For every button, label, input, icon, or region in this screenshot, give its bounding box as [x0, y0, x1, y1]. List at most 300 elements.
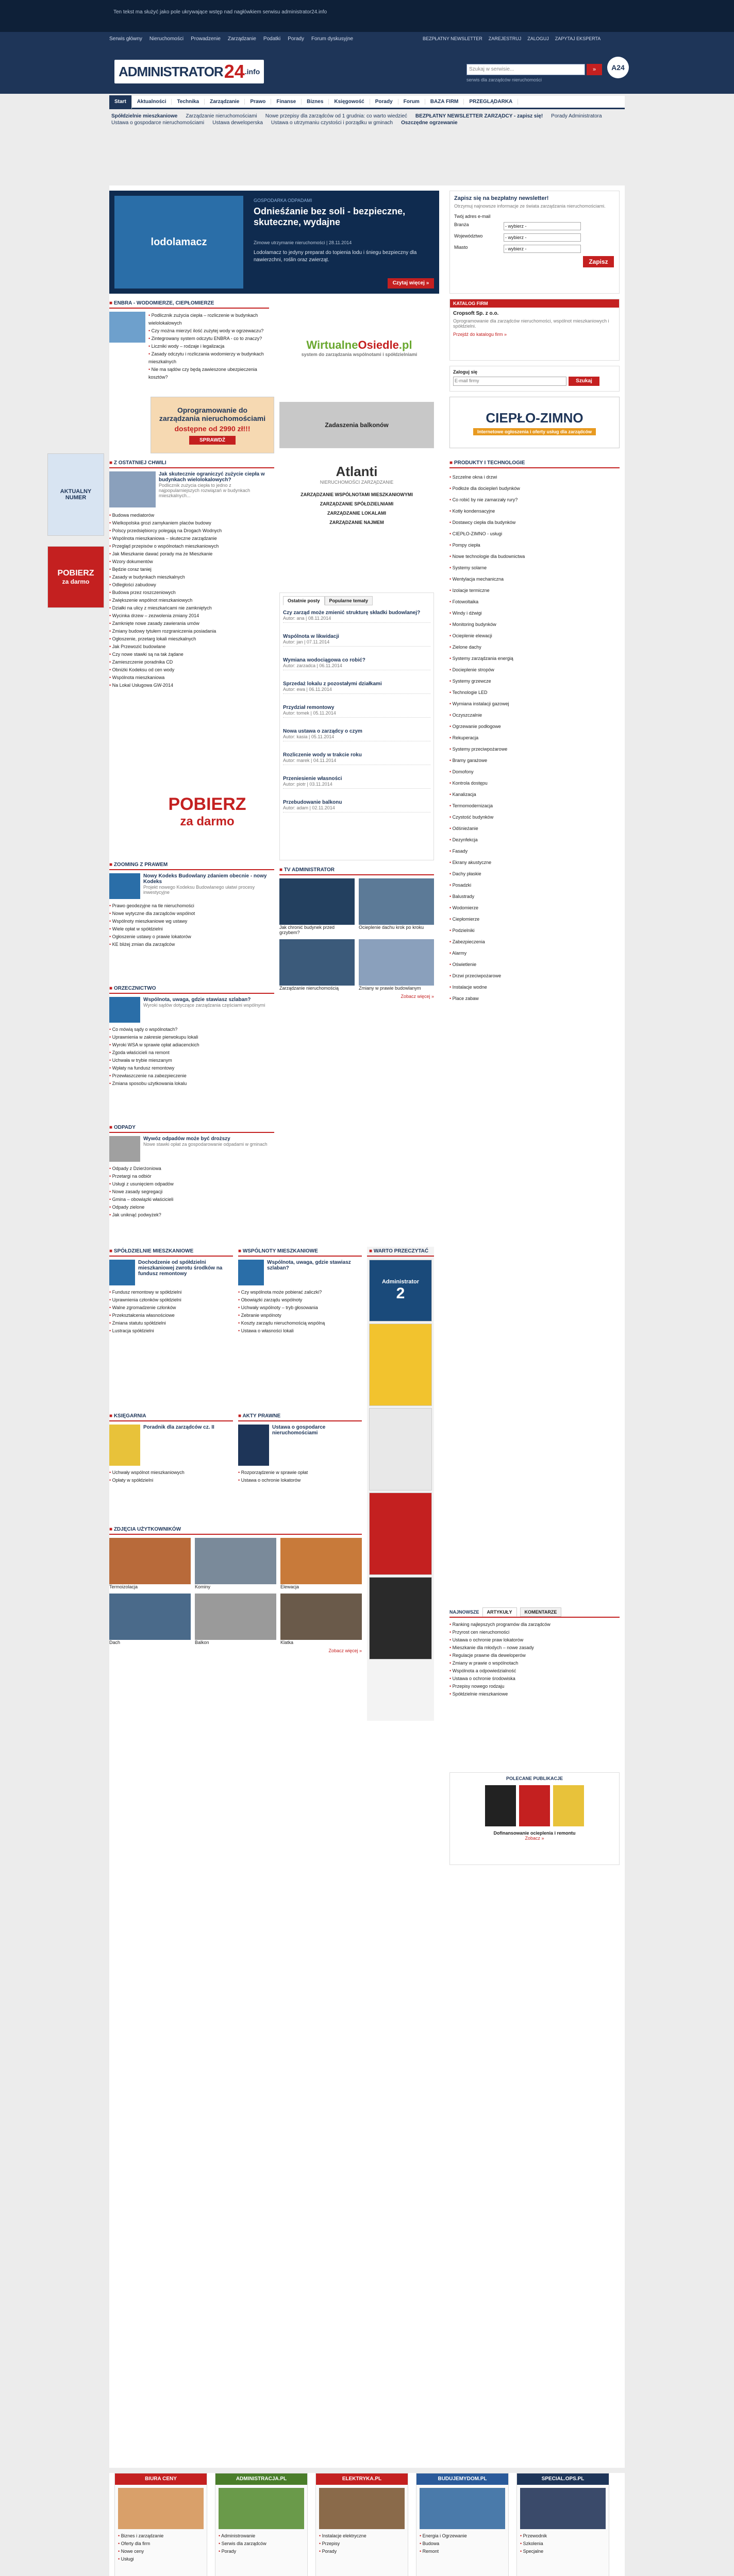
footer-partner-col [215, 2473, 308, 2576]
top-note: Ten tekst ma służyć jako pole ukrywające wstęp nad nagłówkiem serwisu administrator24.info [113, 9, 327, 15]
product-link[interactable]: • Izolacje termiczne [449, 585, 620, 596]
search-input[interactable]: Szukaj w serwisie... [466, 64, 585, 75]
partner-name[interactable]: Cropsoft Sp. z o.o. [453, 311, 499, 316]
waste-link[interactable]: • Gmina – obowiązki właścicieli [109, 1196, 274, 1204]
legal-act-image[interactable] [238, 1425, 269, 1466]
product-link[interactable]: • Rekuperacja [449, 732, 620, 743]
user-photo-caption: Kominy [195, 1584, 211, 1589]
top-nav-item[interactable]: Forum dyskusyjne [311, 36, 354, 42]
publication-cover[interactable] [519, 1785, 550, 1826]
legal-act-title[interactable]: Ustawa o gospodarce nieruchomościami [272, 1425, 326, 1436]
balkon-ad[interactable] [279, 402, 434, 448]
tv-video-thumb[interactable] [279, 939, 355, 986]
top-nav-item[interactable]: Nieruchomości [149, 36, 184, 42]
latest-link[interactable]: • Czy nowe stawki są na tak żądane [109, 651, 274, 658]
product-link[interactable]: • Ciepłomierze [449, 913, 620, 925]
publication-more[interactable]: Zobacz » [525, 1836, 544, 1841]
product-link[interactable]: • Wodomierze [449, 902, 620, 913]
footer-col-link[interactable]: • Budowa [420, 2540, 505, 2548]
case-law-link[interactable]: • Uprawnienia w zakresie pierwokupu lokali [109, 1033, 274, 1041]
communities-link[interactable]: • Uchwały wspólnoty – tryb głosowania [238, 1304, 362, 1312]
menu-item[interactable]: Start [109, 95, 132, 109]
product-link[interactable]: • Co robić by nie zamarzały rury? [449, 494, 620, 505]
forum-post-date: 06.11.2014 [319, 663, 342, 668]
law-link[interactable]: • Ogłoszenie ustawy o prawie lokatorów [109, 933, 274, 941]
product-link[interactable]: • Dachy płaskie [449, 868, 620, 879]
forum-tab[interactable]: Popularne tematy [325, 596, 373, 605]
law-link[interactable]: • Nowe wytyczne dla zarządców wspólnot [109, 910, 274, 918]
menu-item[interactable]: Forum [398, 99, 425, 105]
book-title[interactable]: Poradnik dla zarządców cz. II [143, 1425, 214, 1430]
waste-link[interactable]: • Nowe zasady segregacji [109, 1188, 274, 1196]
enbra-link[interactable]: • Czy można mierzyć ilość zużytej wody w ogrzewaczu? [148, 327, 267, 335]
menu-item[interactable]: BAZA FIRM [425, 99, 464, 105]
submenu-link[interactable]: Ustawa o utrzymaniu czystości i porządku w gminach [271, 120, 393, 126]
latest-link[interactable]: • Wielkopolska grozi zamykaniem placów budowy [109, 519, 274, 527]
menu-item[interactable]: Finanse [271, 99, 302, 105]
featured-meta: Zimowe utrzymanie nieruchomości | 28.11.2014 [254, 240, 352, 245]
user-photos-title: ■ ZDJĘCIA UŻYTKOWNIKÓW [109, 1525, 362, 1535]
submenu-link[interactable]: Ustawa o gospodarce nieruchomościami [111, 120, 205, 126]
law-link[interactable]: • KE bliżej zmian dla zarządców [109, 941, 274, 948]
footer-col-head[interactable]: BUDUJEMYDOM.PL [416, 2473, 508, 2485]
submenu-link[interactable]: Ustawa deweloperska [212, 120, 263, 126]
download-free-banner[interactable] [140, 778, 274, 845]
worth-reading-box [367, 1247, 434, 1721]
ask-expert-link[interactable]: ZAPYTAJ EKSPERTA [555, 36, 601, 41]
footer-col-link[interactable]: • Nowe ceny [118, 2548, 204, 2555]
menu-item[interactable]: Księgowość [329, 99, 370, 105]
menu-item[interactable]: Porady [370, 99, 398, 105]
footer-col-link[interactable]: • Biznes i zarządzanie [118, 2532, 204, 2540]
product-link[interactable]: • Bramy garażowe [449, 755, 620, 766]
product-link[interactable]: • Wentylacja mechaniczna [449, 573, 620, 585]
menu-item[interactable]: PRZEGLĄDARKA [464, 99, 518, 105]
waste-link[interactable]: • Przetargi na odbiór [109, 1173, 274, 1180]
product-link[interactable]: • Docieplenie stropów [449, 664, 620, 675]
product-link[interactable]: • Systemy zarządzania energią [449, 653, 620, 664]
product-link[interactable]: • Dezynfekcja [449, 834, 620, 845]
latest-link[interactable]: • Na Lokal Usługowa GW-2014 [109, 682, 274, 689]
ad-brand-part: Wirtualne [306, 338, 358, 351]
tv-video-thumb[interactable] [359, 939, 434, 986]
product-link[interactable]: • Technologie LED [449, 687, 620, 698]
current-issue-widget[interactable] [47, 453, 104, 536]
balkon-text: Zadaszenia balkonów [325, 421, 389, 429]
download-banner-sub: za darmo [180, 814, 235, 828]
user-photo[interactable] [109, 1538, 191, 1584]
user-photos-more[interactable]: Zobacz więcej » [328, 1648, 362, 1653]
footer-col-link[interactable]: • Porady [219, 2548, 304, 2555]
forum-post[interactable]: Wymiana wodociągowa co robić? Autor: zarzadca | 06.11.2014 [283, 656, 430, 670]
forum-post-title[interactable]: Sprzedaż lokalu z pozostałymi działkami [283, 681, 382, 687]
submenu-link[interactable]: Porady Administratora [551, 113, 602, 119]
forum-post-title[interactable]: Czy zarząd może zmienić strukturę składki budowlanej? [283, 610, 421, 616]
communities-box [238, 1247, 362, 1401]
forum-post[interactable]: Czy zarząd może zmienić strukturę składki budowlanej? Autor: ana | 08.11.2014 [283, 608, 430, 623]
case-law-link[interactable]: • Co mówią sądy o wspólnotach? [109, 1026, 274, 1033]
tv-video-title[interactable]: Zarządzanie nieruchomością [279, 986, 339, 991]
worth-reading-title: ■ WARTO PRZECZYTAĆ [367, 1247, 434, 1257]
footer-col-link[interactable]: • Serwis dla zarządców [219, 2540, 304, 2548]
footer-col-head[interactable]: BIURA CENY [115, 2473, 207, 2485]
newest-link[interactable]: • Ranking najlepszych programów dla zarządców [449, 1621, 620, 1629]
menu-item[interactable]: Technika [172, 99, 205, 105]
footer-col-link[interactable]: • Szkolenia [520, 2540, 606, 2548]
region-select[interactable]: - wybierz - [504, 233, 581, 242]
top-nav-item[interactable]: Serwis główny [109, 36, 142, 42]
user-photo[interactable] [280, 1538, 362, 1584]
waste-link[interactable]: • Jak uniknąć podwyżek? [109, 1211, 274, 1219]
atlanti-service: ZARZĄDZANIE WSPÓLNOTAMI MIESZKANIOWYMI [301, 492, 413, 497]
newsletter-submit-button[interactable]: Zapisz [583, 256, 614, 267]
product-link[interactable]: • Windy i dźwigi [449, 607, 620, 619]
latest-link[interactable]: • Zamknięte nowe zasady zawierania umów [109, 620, 274, 628]
product-link[interactable]: • Instalacje wodne [449, 981, 620, 993]
latest-link[interactable]: • Odległości zabudowy [109, 581, 274, 589]
latest-link[interactable]: • Budowa mediatorów [109, 512, 274, 519]
cooperatives-link[interactable]: • Zmiana statutu spółdzielni [109, 1319, 233, 1327]
company-email-input[interactable]: E-mail firmy [453, 377, 566, 386]
forum-post[interactable]: Przeniesienie własności Autor: piotr | 03.11.2014 [283, 774, 430, 789]
footer-col-link[interactable]: • Przewodnik [520, 2532, 606, 2540]
software-ad-button[interactable]: SPRAWDŹ [189, 436, 236, 445]
logo-tagline: serwis dla zarządców nieruchomości [466, 77, 542, 82]
top-nav-item[interactable]: Prowadzenie [191, 36, 221, 42]
communities-lead[interactable]: Wspólnota, uwaga, gdzie stawiasz szlaban? [267, 1260, 351, 1271]
product-link[interactable]: • Czystość budynków [449, 811, 620, 823]
newest-link[interactable]: • Mieszkanie dla młodych – nowe zasady [449, 1644, 620, 1652]
featured-article[interactable] [109, 191, 439, 294]
download-label: POBIERZ [57, 569, 94, 578]
product-link[interactable]: • Balustrady [449, 891, 620, 902]
waste-link[interactable]: • Odpady z Dzierżoniowa [109, 1165, 274, 1173]
footer-col-image[interactable] [520, 2488, 606, 2529]
submenu-link[interactable]: Nowe przepisy dla zarządców od 1 grudnia: co warto wiedzieć [265, 113, 407, 119]
forum-post[interactable]: Przydział remontowy Autor: tomek | 05.11.2014 [283, 703, 430, 718]
product-link[interactable]: • Pompy ciepła [449, 539, 620, 551]
newest-link[interactable]: • Wspólnota a odpowiedzialność [449, 1667, 620, 1675]
software-ad[interactable] [151, 397, 274, 453]
tv-video-title[interactable]: Zmiany w prawie budowlanym [359, 986, 421, 991]
content-wrap [57, 185, 625, 2468]
product-link[interactable]: • Ogrzewanie podłogowe [449, 721, 620, 732]
magazine-cover[interactable] [369, 1260, 432, 1321]
newest-link[interactable]: • Przepisy nowego rodzaju [449, 1683, 620, 1690]
enbra-link[interactable]: • Zasady odczytu i rozliczania wodomierzy w budynkach mieszkalnych [148, 350, 267, 366]
newest-link[interactable]: • Spółdzielnie mieszkaniowe [449, 1690, 620, 1698]
user-photo[interactable] [195, 1538, 276, 1584]
forum-post-title[interactable]: Rozliczenie wody w trakcie roku [283, 752, 362, 758]
newsletter-link[interactable]: BEZPŁATNY NEWSLETTER [423, 36, 482, 41]
case-law-link[interactable]: • Wyroki WSA w sprawie opłat adiacenckich [109, 1041, 274, 1049]
cooperatives-link[interactable]: • Przekształcenia własnościowe [109, 1312, 233, 1319]
product-link[interactable]: • Zabezpieczenia [449, 936, 620, 947]
menu-item[interactable]: Prawo [245, 99, 271, 105]
product-link[interactable]: • Szczelne okna i drzwi [449, 471, 620, 483]
tv-video-title[interactable]: Jak chronić budynek przed grzybem? [279, 925, 335, 935]
footer-col-link[interactable]: • Usługi [118, 2555, 204, 2563]
product-link[interactable]: • Monitoring budynków [449, 619, 620, 630]
communities-link[interactable]: • Czy wspólnota może pobierać zaliczki? [238, 1289, 362, 1296]
newsletter-title: Zapisz się na bezpłatny newsletter! [454, 195, 549, 201]
forum-post[interactable]: Rozliczenie wody w trakcie roku Autor: marek | 04.11.2014 [283, 751, 430, 765]
latest-link[interactable]: • Zamieszczenie poradnika CD [109, 658, 274, 666]
communities-link[interactable]: • Zebranie wspólnoty [238, 1312, 362, 1319]
forum-post-author: Autor: jan [283, 639, 303, 645]
footer-col-link[interactable]: • Remont [420, 2548, 505, 2555]
login-search-button[interactable]: Szukaj [569, 377, 599, 386]
newest-link[interactable]: • Zmiany w prawie o wspólnotach [449, 1659, 620, 1667]
featured-title[interactable]: Odnieśźanie bez soli - bezpieczne, skuteczne, wydajne [254, 206, 406, 227]
latest-lead-image [109, 471, 156, 507]
industry-select[interactable]: - wybierz - [504, 222, 581, 230]
product-link[interactable]: • Podłoże dla dociepleń budynków [449, 483, 620, 494]
law-link[interactable]: • Prawo geodezyjne na tle nieruchomości [109, 902, 274, 910]
latest-link[interactable]: • Jak Mieszkanie dawać porady ma że Mieszkanie [109, 550, 274, 558]
cooperatives-box [109, 1247, 233, 1401]
product-link[interactable]: • Domofony [449, 766, 620, 777]
latest-link[interactable]: • Zmiany budowy tytułem rozgraniczenia posiadania [109, 628, 274, 635]
product-link[interactable]: • Dostawcy ciepła dla budynków [449, 517, 620, 528]
newest-link[interactable]: • Przyrost cen nieruchomości [449, 1629, 620, 1636]
cieplo-sub: Internetowe ogłoszenia i oferty usług dla zarządców [473, 428, 596, 435]
forum-post-author: Autor: adam [283, 805, 309, 810]
menu-item[interactable]: Biznes [302, 99, 329, 105]
law-link[interactable]: • Wspólnoty mieszkaniowe wg ustawy [109, 918, 274, 925]
footer-col-link[interactable]: • Administrowanie [219, 2532, 304, 2540]
atlanti-ad[interactable] [279, 459, 434, 582]
forum-post[interactable]: Przebudowanie balkonu Autor: adam | 02.11.2014 [283, 798, 430, 812]
magazine-cover[interactable] [369, 1493, 432, 1575]
user-photo[interactable] [280, 1594, 362, 1640]
latest-link[interactable]: • Jak Przewozić budowlane [109, 643, 274, 651]
product-link[interactable]: • Systemy przeciwpożarowe [449, 743, 620, 755]
cieplo-zimno-ad[interactable] [449, 397, 620, 448]
book-cover[interactable] [109, 1425, 140, 1466]
forum-post[interactable]: Nowa ustawa o zarządcy o czym Autor: kasia | 05.11.2014 [283, 727, 430, 741]
newest-tab[interactable]: KOMENTARZE [520, 1607, 562, 1617]
forum-post-title[interactable]: Wspólnota w likwidacji [283, 634, 339, 639]
magazine-cover[interactable] [369, 1408, 432, 1490]
forum-post-title[interactable]: Nowa ustawa o zarządcy o czym [283, 728, 362, 734]
product-link[interactable]: • Posadzki [449, 879, 620, 891]
publication-name[interactable]: Dofinansowanie ocieplenia i remontu [493, 1831, 576, 1836]
latest-link[interactable]: • Wzory dokumentów [109, 558, 274, 566]
submenu-link[interactable]: Spółdzielnie mieszkaniowe [111, 113, 178, 119]
magazine-cover[interactable] [369, 1324, 432, 1406]
top-nav-item[interactable]: Porady [288, 36, 304, 42]
product-link[interactable]: • Podzielniki [449, 925, 620, 936]
forum-post-title[interactable]: Przeniesienie własności [283, 776, 342, 782]
legal-act-link[interactable]: • Rozporządzenie w sprawie opłat [238, 1469, 362, 1477]
product-link[interactable]: • Nowe technologie dla budownictwa [449, 551, 620, 562]
communities-link[interactable]: • Ustawa o własności lokali [238, 1327, 362, 1335]
footer-col-image[interactable] [118, 2488, 204, 2529]
product-link[interactable]: • Fasady [449, 845, 620, 857]
footer-col-link[interactable]: • Specjalne [520, 2548, 606, 2555]
forum-post[interactable]: Sprzedaż lokalu z pozostałymi działkami Autor: ewa | 06.11.2014 [283, 680, 430, 694]
magazine-cover[interactable] [369, 1577, 432, 1659]
case-law-link[interactable]: • Uchwała w trybie mieszanym [109, 1057, 274, 1064]
forum-post-date: 05.11.2014 [311, 734, 335, 739]
register-link[interactable]: ZAREJESTRUJ [488, 36, 522, 41]
login-label: Zaloguj się [453, 369, 478, 375]
featured-more-button[interactable]: Czytaj więcej » [388, 278, 434, 289]
case-law-link[interactable]: • Zmiana sposobu użytkowania lokalu [109, 1080, 274, 1088]
product-link[interactable]: • Termomodernizacja [449, 800, 620, 811]
waste-lead-title[interactable]: Wywóz odpadów może być droższy [143, 1136, 230, 1142]
product-link[interactable]: • Place zabaw [449, 993, 620, 1004]
case-law-image [109, 997, 140, 1023]
legal-act-link[interactable]: • Ustawa o ochronie lokatorów [238, 1477, 362, 1484]
wirtualne-osiedle-ad[interactable] [279, 304, 439, 392]
footer-col-head[interactable]: SPECIAL.OPS.PL [517, 2473, 609, 2485]
product-link[interactable]: • Fotowoltaika [449, 596, 620, 607]
forum-post-title[interactable]: Wymiana wodociągowa co robić? [283, 657, 365, 663]
footer-col-image[interactable] [319, 2488, 405, 2529]
waste-link[interactable]: • Usługi z usunięciem odpadów [109, 1180, 274, 1188]
cooperatives-link[interactable]: • Fundusz remontowy w spółdzielni [109, 1289, 233, 1296]
case-law-lead-text: Wyroki sądów dotyczące zarządzania częściami wspólnymi [143, 1003, 265, 1008]
bookstore-link[interactable]: • Opłaty w spółdzielni [109, 1477, 233, 1484]
city-select[interactable]: - wybierz - [504, 245, 581, 253]
newest-tab[interactable]: ARTYKUŁY [482, 1607, 517, 1617]
footer-col-link[interactable]: • Energia i Ogrzewanie [420, 2532, 505, 2540]
a24-badge[interactable]: A24 [607, 57, 629, 78]
download-free-sidebar[interactable] [47, 546, 104, 608]
product-link[interactable]: • Zielone dachy [449, 641, 620, 653]
latest-link[interactable]: • Wspólnota mieszkaniowa – skuteczne zarządzanie [109, 535, 274, 543]
search-button[interactable]: » [587, 64, 602, 75]
enbra-link[interactable]: • Zintegrowany system odczytu ENBRA - co to znaczy? [148, 335, 267, 343]
submenu-link[interactable]: Oszczędne ogrzewanie [401, 120, 458, 126]
cooperatives-link[interactable]: • Uprawnienia członków spółdzielni [109, 1296, 233, 1304]
waste-link[interactable]: • Odpady zielone [109, 1204, 274, 1211]
latest-link[interactable]: • Obniżki Kodeksu od cen wody [109, 666, 274, 674]
cooperatives-lead[interactable]: Dochodzenie od spółdzielni mieszkaniowej zwrotu środków na fundusz remontowy [138, 1260, 223, 1277]
case-law-link[interactable]: • Przewłaszczenie na zabezpieczenie [109, 1072, 274, 1080]
product-link[interactable]: • Odśnieżanie [449, 823, 620, 834]
top-nav-item[interactable]: Podatki [263, 36, 281, 42]
footer-col-link[interactable]: • Porady [319, 2548, 405, 2555]
footer-col-head[interactable]: ADMINISTRACJA.PL [215, 2473, 307, 2485]
law-lead-title[interactable]: Nowy Kodeks Budowlany zdaniem obecnie - nowy Kodeks [143, 873, 267, 885]
footer-col-link[interactable]: • Oferty dla firm [118, 2540, 204, 2548]
product-link[interactable]: • CIEPŁO-ZIMNO - usługi [449, 528, 620, 539]
footer-col-link[interactable]: • Przepisy [319, 2540, 405, 2548]
product-link[interactable]: • Oczyszczalnie [449, 709, 620, 721]
law-link[interactable]: • Wiele opłat w spółdzielni [109, 925, 274, 933]
newsletter-desc: Otrzymuj najnowsze informacje ze świata zarządzania nieruchomościami. [454, 204, 606, 209]
enbra-link[interactable]: • Nie ma sądów czy będą zawieszone ubezpieczenia kosztów? [148, 366, 267, 381]
forum-post-author: Autor: ewa [283, 687, 306, 692]
case-law-link[interactable]: • Wpłaty na fundusz remontowy [109, 1064, 274, 1072]
menu-item[interactable]: Zarządzanie [205, 99, 245, 105]
enbra-link[interactable]: • Podlicznik zużycia ciepła – rozliczenie w budynkach wielolokalowych [148, 312, 267, 327]
communities-link[interactable]: • Obowiązki zarządu wspólnoty [238, 1296, 362, 1304]
latest-link[interactable]: • Będzie coraz taniej [109, 566, 274, 573]
user-photo[interactable] [109, 1594, 191, 1640]
footer-col-image[interactable] [219, 2488, 304, 2529]
forum-post-title[interactable]: Przebudowanie balkonu [283, 800, 342, 805]
latest-link[interactable]: • Budowa przez roszczeniowych [109, 589, 274, 597]
product-link[interactable]: • Systemy solarne [449, 562, 620, 573]
product-link[interactable]: • Ocieplenie elewacji [449, 630, 620, 641]
bookstore-link[interactable]: • Uchwały wspólnot mieszkaniowych [109, 1469, 233, 1477]
product-link[interactable]: • Kontrola dostępu [449, 777, 620, 789]
user-photo[interactable] [195, 1594, 276, 1640]
ad-brand-part: Osiedle [358, 338, 399, 351]
case-law-lead-title[interactable]: Wspólnota, uwaga, gdzie stawiasz szlaban? [143, 997, 251, 1003]
forum-post-author: Autor: piotr [283, 782, 306, 787]
login-link[interactable]: ZALOGUJ [527, 36, 549, 41]
footer-partner-col [416, 2473, 509, 2576]
product-link[interactable]: • Drzwi przeciwpożarowe [449, 970, 620, 981]
latest-link[interactable]: • Przegląd przepisów o wspólnotach mieszkaniowych [109, 543, 274, 550]
product-link[interactable]: • Oświetlenie [449, 959, 620, 970]
tv-video-thumb[interactable] [359, 878, 434, 925]
waste-title: ■ ODPADY [109, 1123, 274, 1133]
latest-lead-title[interactable]: Jak skutecznie ograniczyć zużycie ciepła w budynkach wielolokalowych? [159, 471, 265, 483]
header [0, 32, 734, 94]
publication-cover[interactable] [485, 1785, 516, 1826]
forum-post-title[interactable]: Przydział remontowy [283, 705, 335, 710]
latest-link[interactable]: • Wycinka drzew – zezwolenia zmiany 2014 [109, 612, 274, 620]
footer-col-image[interactable] [420, 2488, 505, 2529]
partner-link[interactable]: Przejdź do katalogu firm » [453, 332, 507, 337]
submenu-link[interactable]: BEZPŁATNY NEWSLETTER ZARZĄDCY - zapisz się! [415, 113, 543, 119]
enbra-link[interactable]: • Liczniki wody – rodzaje i legalizacja [148, 343, 267, 350]
latest-link[interactable]: • Zwiększenie wspólnot mieszkaniowych [109, 597, 274, 604]
submenu-link[interactable]: Zarządzanie nieruchomościami [186, 113, 257, 119]
product-link[interactable]: • Kotły kondensacyjne [449, 505, 620, 517]
communities-link[interactable]: • Koszty zarządu nieruchomością wspólną [238, 1319, 362, 1327]
forum-tab[interactable]: Ostatnie posty [283, 596, 325, 605]
footer-col-link[interactable]: • Instalacje elektryczne [319, 2532, 405, 2540]
tv-video-title[interactable]: Ocieplenie dachu krok po kroku [359, 925, 424, 930]
product-link[interactable]: • Kanalizacja [449, 789, 620, 800]
newest-link[interactable]: • Ustawa o ochronie środowiska [449, 1675, 620, 1683]
footer-partner-col [516, 2473, 609, 2576]
product-link[interactable]: • Systemy grzewcze [449, 675, 620, 687]
partner-box [449, 299, 620, 361]
latest-link[interactable]: • Działki na ulicy z mieszkańcami nie zamkniętych [109, 604, 274, 612]
latest-link[interactable]: • Polscy przedsiębiorcy polegają na Drogach Wodnych [109, 527, 274, 535]
case-law-link[interactable]: • Zgoda właścicieli na remont [109, 1049, 274, 1057]
user-photo-caption: Klatka [280, 1640, 294, 1645]
footer-col-head[interactable]: ELEKTRYKA.PL [316, 2473, 408, 2485]
latest-link[interactable]: • Zasady w budynkach mieszkalnych [109, 573, 274, 581]
menu-item[interactable]: Aktualności [132, 99, 172, 105]
product-link[interactable]: • Wymiana instalacji gazowej [449, 698, 620, 709]
site-logo[interactable] [114, 60, 264, 83]
newest-link[interactable]: • Regulacje prawne dla deweloperów [449, 1652, 620, 1659]
forum-post[interactable]: Wspólnota w likwidacji Autor: jan | 07.11.2014 [283, 632, 430, 647]
tv-more-link[interactable]: Zobacz więcej » [401, 994, 434, 999]
cooperatives-link[interactable]: • Lustracja spółdzielni [109, 1327, 233, 1335]
latest-link[interactable]: • Wspólnota mieszkaniowa [109, 674, 274, 682]
tv-video-thumb[interactable] [279, 878, 355, 925]
newest-link[interactable]: • Ustawa o ochronie praw lokatorów [449, 1636, 620, 1644]
cooperatives-link[interactable]: • Walne zgromadzenie członków [109, 1304, 233, 1312]
top-nav-item[interactable]: Zarządzanie [227, 36, 256, 42]
publication-cover[interactable] [553, 1785, 584, 1826]
product-link[interactable]: • Ekrany akustyczne [449, 857, 620, 868]
latest-link[interactable]: • Ogłoszenie, przetarg lokali mieszkalnych [109, 635, 274, 643]
sub-menu [109, 111, 625, 128]
product-link[interactable]: • Alarmy [449, 947, 620, 959]
